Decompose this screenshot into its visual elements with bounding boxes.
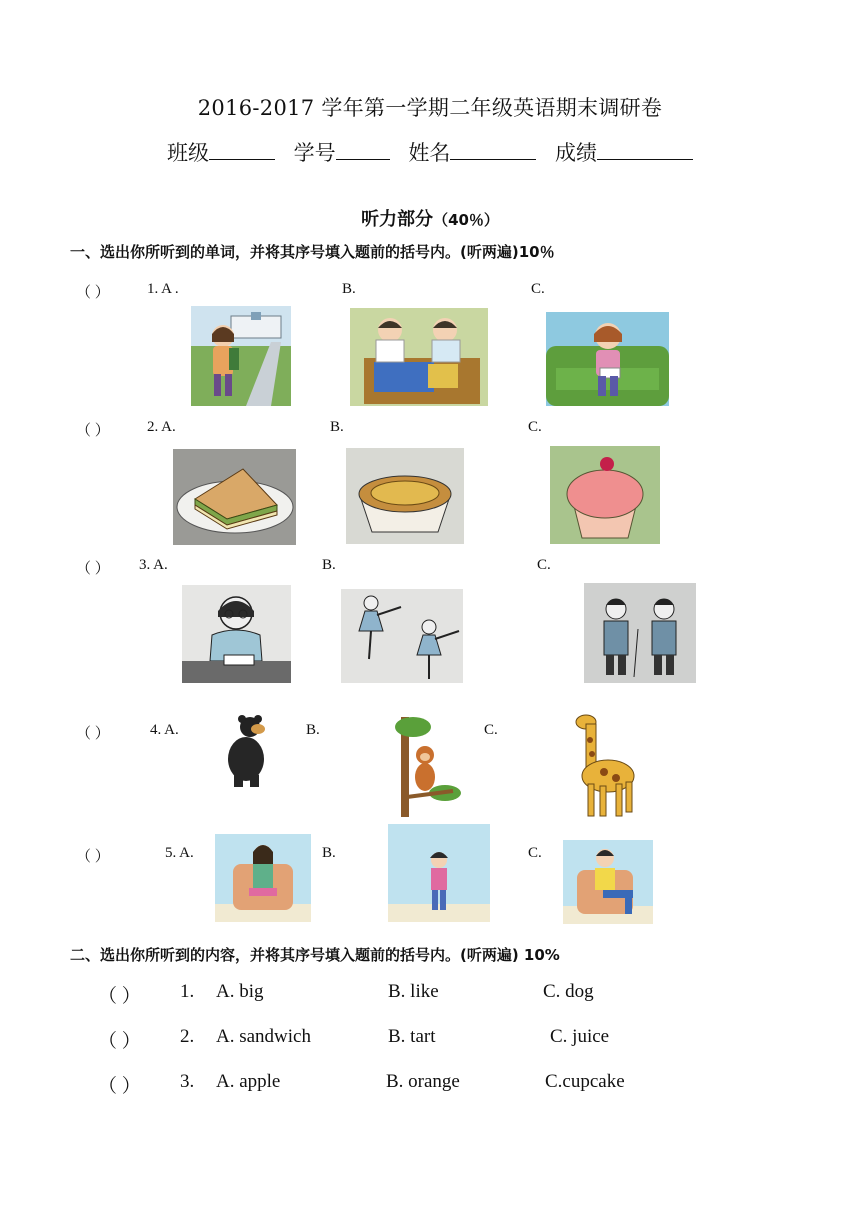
q4-label-b: B. <box>306 722 320 738</box>
number-label: 学号 <box>293 141 336 165</box>
s2-q1-option-c: C. dog <box>543 981 594 1002</box>
q2-label-b: B. <box>330 419 344 435</box>
q1-label-c: C. <box>531 281 545 297</box>
q4-bracket[interactable]: （ ） <box>76 726 110 742</box>
girl-standing-image <box>388 824 490 922</box>
class-label: 班级 <box>166 141 209 165</box>
q5-bracket[interactable]: （ ） <box>76 849 110 865</box>
girl-writing-image <box>182 585 291 683</box>
s2-q3-option-a: A. apple <box>216 1071 281 1092</box>
s2-q2-bracket[interactable]: （ ） <box>98 1031 141 1052</box>
section1-heading: 一、选出你所听到的单词，并将其序号填入题前的括号内。(听两遍)10％ <box>70 243 555 261</box>
section2-heading: 二、选出你所听到的内容，并将其序号填入题前的括号内。(听两遍) 10% <box>70 946 560 964</box>
q3-bracket[interactable]: （ ） <box>76 561 110 577</box>
score-label: 成绩 <box>555 141 598 165</box>
q1-bracket[interactable]: （ ） <box>76 285 110 301</box>
s2-q3-bracket[interactable]: （ ） <box>98 1076 141 1097</box>
part-title: 听力部分 <box>361 209 434 230</box>
number-blank[interactable] <box>336 139 390 160</box>
q5-label-c: C. <box>528 845 542 861</box>
part-heading <box>0 205 860 231</box>
q4-label-a: 4. A. <box>150 722 179 738</box>
s2-q1-bracket[interactable]: （ ） <box>98 986 141 1007</box>
s2-q3-option-c: C.cupcake <box>545 1071 625 1092</box>
name-blank[interactable] <box>450 139 536 160</box>
s2-q2-option-a: A. sandwich <box>216 1026 311 1047</box>
student-number-field[interactable] <box>294 137 390 167</box>
boy-sitting-in-chair-image <box>563 840 653 924</box>
boys-singing-image <box>584 583 696 683</box>
woman-sitting-in-chair-image <box>215 834 311 922</box>
q3-label-c: C. <box>537 557 551 573</box>
name-field[interactable] <box>408 137 536 167</box>
girl-reading-on-sofa-image <box>546 312 669 406</box>
part-percent: （40％） <box>433 211 499 229</box>
egg-tart-image <box>346 448 464 544</box>
girl-walking-to-school-image <box>191 306 291 406</box>
s2-q2-option-c: C. juice <box>550 1026 610 1047</box>
q5-label-a: 5. A. <box>165 845 194 861</box>
score-blank[interactable] <box>597 139 693 160</box>
s2-q1-option-b: B. like <box>388 981 439 1002</box>
s2-q2-option-b: B. tart <box>388 1026 436 1047</box>
name-label: 姓名 <box>408 141 451 165</box>
class-field[interactable] <box>167 137 275 167</box>
sandwich-image <box>173 449 296 545</box>
boys-doing-puzzle-image <box>350 308 488 406</box>
giraffe-image <box>568 710 644 818</box>
q3-label-b: B. <box>322 557 336 573</box>
s2-q1-option-a: A. big <box>216 981 264 1002</box>
student-info-line <box>0 137 860 167</box>
monkey-in-tree-image <box>393 717 461 817</box>
q5-label-b: B. <box>322 845 336 861</box>
q4-label-c: C. <box>484 722 498 738</box>
q2-label-c: C. <box>528 419 542 435</box>
page-title: 2016-2017 学年第一学期二年级英语期末调研卷 <box>197 96 663 120</box>
girls-dancing-image <box>341 589 463 683</box>
bear-image <box>222 713 272 789</box>
s2-q2-number: 2. <box>180 1026 195 1047</box>
s2-q1-number: 1. <box>180 981 195 1002</box>
s2-q3-option-b: B. orange <box>386 1071 460 1092</box>
q1-label-a: 1. A . <box>147 281 179 297</box>
q3-label-a: 3. A. <box>139 557 168 573</box>
q2-label-a: 2. A. <box>147 419 176 435</box>
s2-q3-number: 3. <box>180 1071 195 1092</box>
q2-bracket[interactable]: （ ） <box>76 423 110 439</box>
q1-label-b: B. <box>342 281 356 297</box>
score-field[interactable] <box>555 137 693 167</box>
class-blank[interactable] <box>209 139 275 160</box>
cupcake-image <box>550 446 660 544</box>
